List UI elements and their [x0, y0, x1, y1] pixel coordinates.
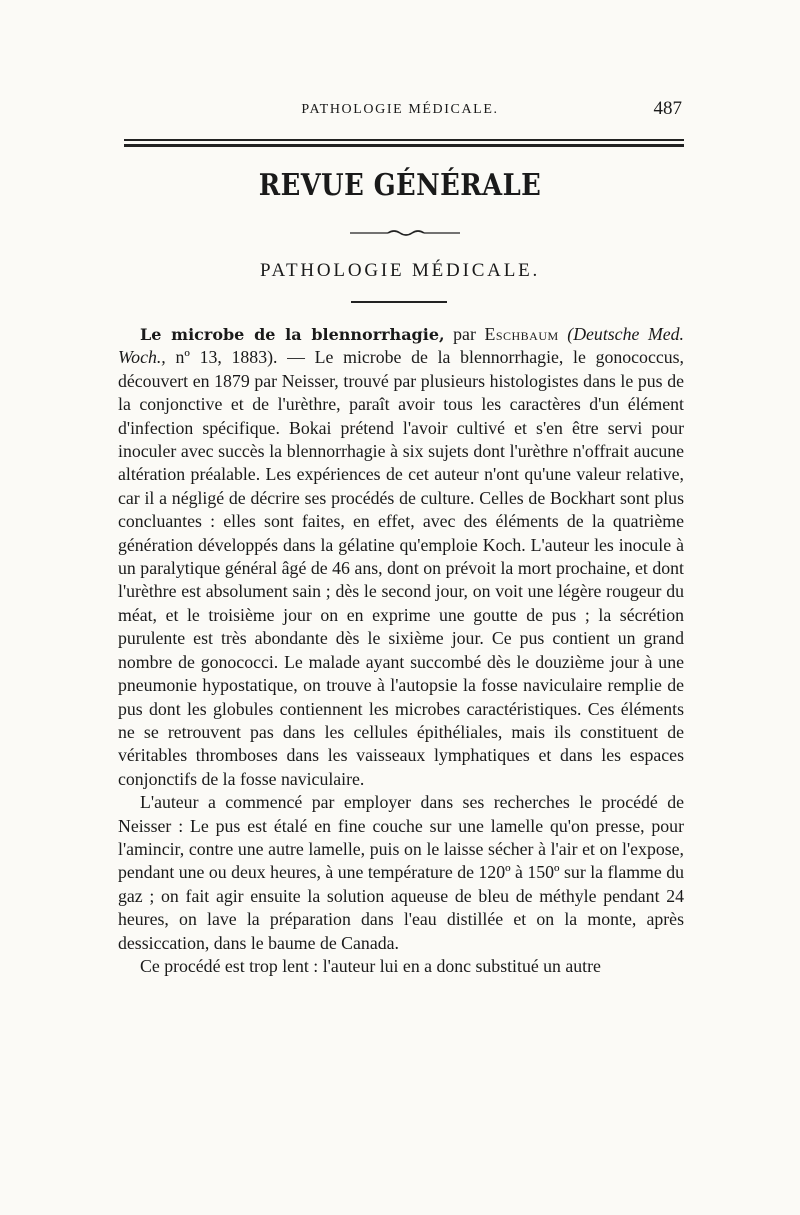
main-heading: REVUE GÉNÉRALE	[258, 168, 542, 203]
article-citation-journal: (Deutsche Med. Woch.,	[118, 324, 684, 368]
by-word: par	[444, 324, 485, 344]
ornament-divider	[350, 228, 460, 238]
running-title: PATHOLOGIE MÉDICALE.	[301, 102, 499, 117]
running-head	[118, 98, 682, 128]
article-body	[118, 323, 684, 978]
page-number: 487	[653, 98, 682, 119]
article-citation-rest: nº 13, 1883). —	[165, 347, 315, 368]
paragraph-3: Ce procédé est trop lent : l'auteur lui en a donc substitué un autre	[140, 955, 601, 976]
paragraph-1	[118, 323, 684, 791]
header-double-rule	[124, 139, 684, 147]
paragraph-1-text: Le microbe de la blennorrhagie, le gonococcus, découvert en 1879 par Neisser, trouvé par plusieurs histologistes dans le pus de la conjonctive et de l'urèthre, paraît avoir tous les caractères d'un élément d'infection spécifique. Bokai prétend l'avoir cultivé et s'en être servi pour inoculer avec succès la blennorrhagie à six sujets dont l'urèthre n'offrait aucune altération préalable. Les expériences de cet auteur n'ont qu'une valeur relative, car il a négligé de décrire ses procédés de culture. Celles de Bockhart sont plus concluantes : elles sont faites, en effet, avec des éléments de la quatrième génération développés dans la gélatine qu'emploie Koch. L'auteur les inocule à un paralytique général âgé de 46 ans, dont on prévoit la mort prochaine, et dont l'urèthre est absolument sain ; dès le second jour, on voit une légère rougeur du méat, et le troisième jour on en exprime une goutte de pus ; la sécrétion purulente est très abondante dès le sixième jour. Ce pus contient un grand nombre de gonococci. Le malade ayant succombé dès le douzième jour à une pneumonie hypostatique, on trouve à l'autopsie la fosse naviculaire remplie de pus dont les globules contiennent les microbes caractéristiques. Ces éléments ne se retrouvent pas dans les cellules épithéliales, mais ils constituent de véritables thromboses dans les vaisseaux lymphatiques et dans les espaces conjonctifs de la fosse naviculaire.	[118, 347, 684, 789]
section-rule	[351, 301, 447, 303]
article-title: Le microbe de la blennorrhagie,	[140, 325, 445, 344]
paragraph-2: L'auteur a commencé par employer dans ses recherches le procédé de Neisser : Le pus est étalé en fine couche sur une lamelle qu'on presse, pour l'amincir, contre une autre lamelle, puis on le laisse sécher à l'air et on l'expose, pendant une ou deux heures, à une température de 120º à 150º sur la flamme du gaz ; on fait agir ensuite la solution aqueuse de bleu de méthyle pendant 24 heures, on lave la préparation dans l'eau distillée et on la monte, après dessiccation, dans le baume de Canada.	[118, 792, 685, 953]
section-heading: PATHOLOGIE MÉDICALE.	[259, 260, 541, 281]
article-author: Eschbaum	[484, 324, 559, 344]
